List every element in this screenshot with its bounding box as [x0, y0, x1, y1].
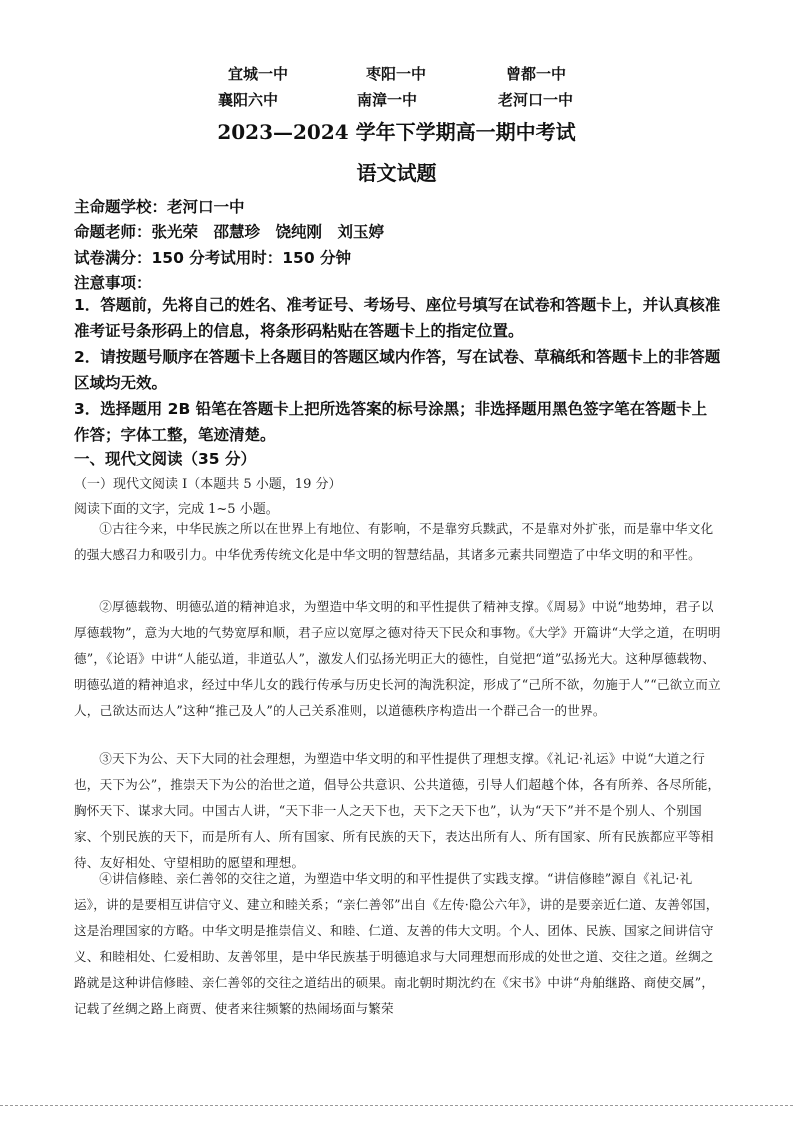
notice-title: 注意事项：: [74, 274, 152, 292]
subject-title: 语文试题: [356, 161, 437, 185]
footer-divider: [0, 1105, 793, 1106]
school-name: 宜城一中: [228, 65, 289, 83]
notice-item: 2．请按题号顺序在答题卡上各题目的答题区域内作答，写在试卷、草稿纸和答题卡上的非答题区域均无效。: [74, 348, 721, 392]
notice-item: 3．选择题用 2B 铅笔在答题卡上把所选答案的标号涂黑；非选择题用黑色签字笔在答题卡上作答；字体工整，笔迹清楚。: [74, 400, 708, 444]
reading-instruction: 阅读下面的文字，完成 1~5 小题。: [74, 502, 279, 517]
section-subtitle: （一）现代文阅读 I（本题共 5 小题，19 分）: [74, 477, 342, 492]
notice-item: 1．答题前，先将自己的姓名、准考证号、考场号、座位号填写在试卷和答题卡上，并认真核准准考证号条形码上的信息，将条形码粘贴在答题卡上的指定位置。: [74, 296, 721, 340]
school-name: 老河口一中: [498, 91, 574, 109]
host-school: 主命题学校：老河口一中: [74, 198, 245, 216]
passage-paragraph: ①古往今来，中华民族之所以在世界上有地位、有影响，不是靠穷兵黩武，不是靠对外扩张，而是靠中华文化的强大感召力和吸引力。中华优秀传统文化是中华文明的智慧结晶，其诸多元素共同塑造了中华文明的和平性。: [74, 521, 714, 562]
school-name: 南漳一中: [357, 91, 418, 109]
passage-paragraph: ③天下为公、天下大同的社会理想，为塑造中华文明的和平性提供了理想支撑。《礼记·礼运》中说“大道之行也，天下为公”，推崇天下为公的治世之道，倡导公共意识、公共道德，引导人们超越个体，各有所养、各尽所能，胸怀天下、谋求大同。中国古人讲，“天下非一人之天下也，天下之天下也”，认为“天下”并不是个别人、个别国家、个别民族的天下，而是所有人、所有国家、所有民族的天下，表达出所有人、所有国家、所有民族都应平等相待、友好相处、守望相助的愿望和理想。: [74, 751, 721, 870]
score-time: 试卷满分：150 分考试用时：150 分钟: [74, 249, 352, 267]
section-title: 一、现代文阅读（35 分）: [74, 450, 256, 468]
exam-title: 2023—2024 学年下学期高一期中考试: [217, 120, 576, 144]
school-name: 曾都一中: [506, 65, 567, 83]
passage-paragraph: ④讲信修睦、亲仁善邻的交往之道，为塑造中华文明的和平性提供了实践支撑。“讲信修睦”源自《礼记·礼运》，讲的是要相互讲信守义、建立和睦关系；“亲仁善邻”出自《左传·隐公六年》，讲的是要亲近仁道、友善邻国，这是治理国家的方略。中华文明是推崇信义、和睦、仁道、友善的伟大文明。个人、团体、民族、国家之间讲信守义、和睦相处、仁爱相助、友善邻里，是中华民族基于明德追求与大同理想而形成的处世之道、交往之道。丝绸之路就是这种讲信修睦、亲仁善邻的交往之道结出的硕果。南北朝时期沈约在《宋书》中讲“舟舶继路、商使交属”，记载了丝绸之路上商贾、使者来往频繁的热闹场面与繁荣: [74, 871, 719, 1016]
passage-paragraph: ②厚德载物、明德弘道的精神追求，为塑造中华文明的和平性提供了精神支撑。《周易》中说“地势坤，君子以厚德载物”，意为大地的气势宽厚和顺，君子应以宽厚之德对待天下民众和事物。《大学》开篇讲“大学之道，在明明德”，《论语》中讲“人能弘道，非道弘人”，激发人们弘扬光明正大的德性，自觉把“道”弘扬光大。这种厚德载物、明德弘道的精神追求，经过中华儿女的践行传承与历史长河的淘洗积淀，形成了“己所不欲，勿施于人”“己欲立而立人，己欲达而达人”这种“推己及人”的人己关系准则，以道德秩序构造出一个群己合一的世界。: [74, 599, 721, 718]
school-name: 襄阳六中: [218, 91, 279, 109]
school-name: 枣阳一中: [366, 65, 427, 83]
teachers: 命题老师：张光荣 邵慧珍 饶纯刚 刘玉婷: [74, 223, 385, 241]
